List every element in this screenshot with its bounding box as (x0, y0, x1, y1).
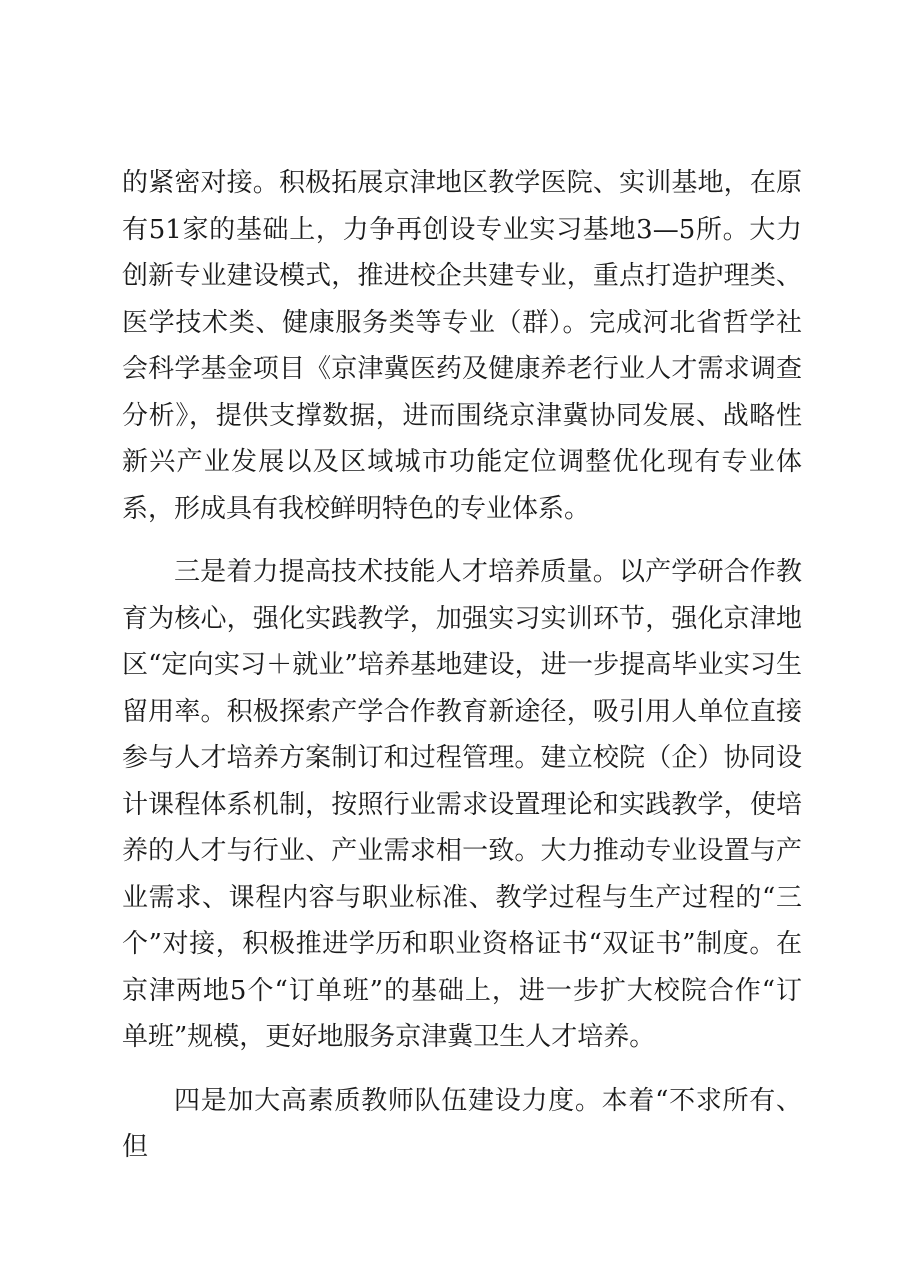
document-body (122, 160, 802, 1171)
paragraph-teacher-team: 四是加大高素质教师队伍建设力度。本着“不求所有、但 (122, 1085, 802, 1162)
paragraph-talent-quality: 三是着力提高技术技能人才培养质量。以产学研合作教育为核心，强化实践教学，加强实习实训环节，强化京津地区“定向实习＋就业”培养基地建设，进一步提高毕业实习生留用率。积极探索产学合作教育新途径，吸引用人单位直接参与人才培养方案制订和过程管理。建立校院（企）协同设计课程体系机制，按照行业需求设置理论和实践教学，使培养的人才与行业、产业需求相一致。大力推动专业设置与产业需求、课程内容与职业标准、教学过程与生产过程的“三个”对接，积极推进学历和职业资格证书“双证书”制度。在京津两地5个“订单班”的基础上，进一步扩大校院合作“订单班”规模，更好地服务京津冀卫生人才培养。 (122, 557, 802, 1052)
paragraph-continuation: 的紧密对接。积极拓展京津地区教学医院、实训基地，在原有51家的基础上，力争再创设专业实习基地3—5所。大力创新专业建设模式，推进校企共建专业，重点打造护理类、医学技术类、健康服务类等专业（群）。完成河北省哲学社会科学基金项目《京津冀医药及健康养老行业人才需求调查分析》，提供支撑数据，进而围绕京津冀协同发展、战略性新兴产业发展以及区域城市功能定位调整优化现有专业体系，形成具有我校鲜明特色的专业体系。 (122, 168, 802, 524)
